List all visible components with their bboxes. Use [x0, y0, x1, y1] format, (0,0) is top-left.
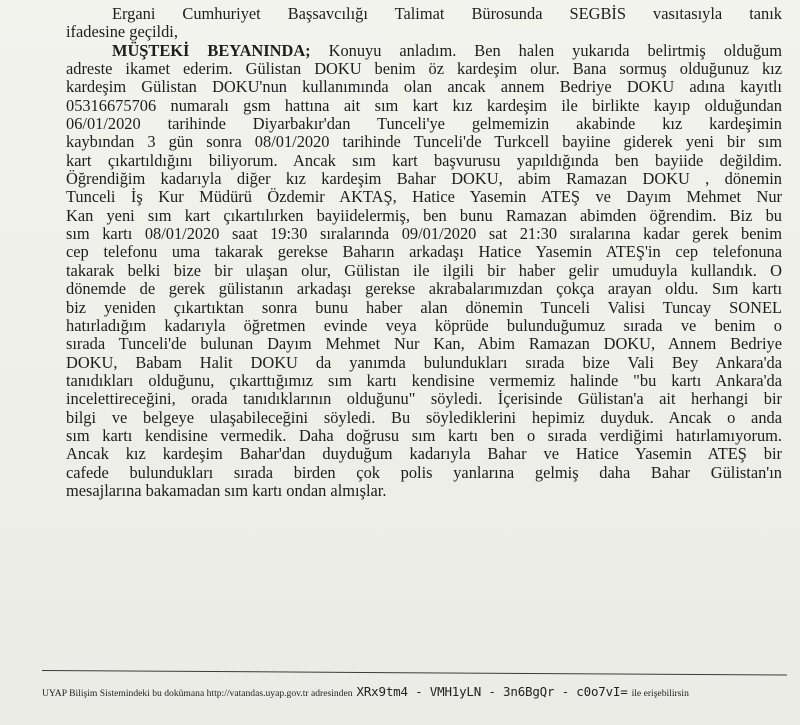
- statement-lead-line: [66, 42, 782, 60]
- statement-lead-text: Konuyu anladım. Ben halen yukarıda belirtmiş olduğum: [310, 40, 783, 60]
- footer-divider: [42, 670, 787, 676]
- text-line: hatırladığım kadarıyla öğretmen evinde veya köprüde bulunduğumuz sırada ve benim o: [66, 315, 782, 335]
- text-line: dönemde de gerek gülistanın arkadaşı gerekse akrabalarımızdan çokça arayan oldu. Sım kartı: [66, 279, 782, 299]
- text-line: Tunceli İş Kur Müdürü Özdemir AKTAŞ, Hatice Yasemin ATEŞ ve Dayım Mehmet Nur: [66, 187, 782, 207]
- text-line: Ancak kız kardeşim Bahar'dan duyduğum kadarıyla Bahar ve Hatice Yasemin ATEŞ bir: [66, 444, 782, 464]
- text-line: cep telefonu uma takarak gerekse Baharın arkadaşı Hatice Yasemin ATEŞ'in cep telefonuna: [66, 242, 782, 262]
- uyap-footer: [42, 683, 787, 701]
- text-line: sım kartı 08/01/2020 saat 19:30 sıralarında 09/01/2020 sat 21:30 sıralarına kadar gerek benim: [66, 224, 782, 244]
- verification-code: XRx9tm4 - VMH1yLN - 3n6BgQr - c0o7vI=: [356, 684, 628, 699]
- text-line: 05316675706 numaralı gsm hattına ait sım kart kız kardeşim ile birlikte kayıp olduğundan: [66, 95, 782, 115]
- statement-text: [66, 5, 782, 500]
- text-line: tanıdıkları olduğunu, çıkarttığımız sım kartı kendisine vermemiz halinde "bu kartı Ankara'da: [66, 370, 782, 390]
- text-line: incelettireceğini, orada tanıdıklarının olduğunu" söyledi. İçerisinde Gülistan'a ait herhangi bir: [66, 389, 782, 409]
- text-line: Ergani Cumhuriyet Başsavcılığı Talimat Bürosunda SEGBİS vasıtasıyla tanık: [112, 4, 782, 23]
- statement-lead-label: MÜŞTEKİ BEYANINDA;: [112, 40, 311, 60]
- footer-suffix: ile erişebilirsin: [631, 688, 689, 699]
- text-line: kaybından 3 gün sonra 08/01/2020 tarihinde Tunceli'de Turkcell bayiine giderek yeni bir sım: [66, 132, 782, 152]
- text-line: sım kartı kendisine vermedik. Daha doğrusu sım kartı ben o sırada verdiğimi hatırlamıyorum.: [66, 425, 782, 445]
- text-line: Kan yeni sım kart çıkartılırken bayiidelermiş, ben bunu Ramazan abimden öğrendim. Biz bu: [66, 205, 782, 225]
- text-line: sırada Tunceli'de bulunan Dayım Mehmet Nur Kan, Abim Ramazan DOKU, Annem Bedriye: [66, 334, 782, 354]
- text-line: 06/01/2020 tarihinde Diyarbakır'dan Tunceli'ye gelmemizin akabinde kız kardeşimin: [66, 114, 782, 134]
- text-line: takarak belki bize bir ulaşan olur, Gülistan ile ilgili bir haber gelir umuduyla kullandık. O: [66, 260, 782, 280]
- text-line: biz yeniden çıkartıktan sonra bunu haber alan dönemin Tunceli Valisi Tuncay SONEL: [66, 297, 782, 317]
- text-line: cafede bulundukları sırada birden çok polis yanlarına gelmiş daha Bahar Gülistan'ın: [66, 462, 782, 482]
- text-line: DOKU, Babam Halit DOKU da yanımda bulundukları sırada bize Vali Bey Ankara'da: [66, 352, 782, 372]
- text-line: kardeşim Gülistan DOKU'nun kullanımında olan ancak annem Bedriye DOKU adına kayıtlı: [66, 77, 782, 97]
- text-line: Öğrendiğim kadarıyla diğer kız kardeşim Bahar DOKU, abim Ramazan DOKU , dönemin: [66, 169, 782, 189]
- text-line: ifadesine geçildi,: [66, 22, 178, 42]
- text-line: bilgi ve belgeye ulaşabileceğini söyledi. Bu söylediklerini hepimiz duyduk. Ancak o anda: [66, 407, 782, 427]
- text-line: adreste ikamet ederim. Gülistan DOKU benim öz kardeşim olur. Bana sormuş olduğunuz kız: [66, 59, 782, 79]
- text-line: mesajlarına bakamadan sım kartı ondan almışlar.: [66, 480, 387, 500]
- text-line: kart çıkartıldığını biliyorum. Ancak sım kart başvurusu yapıldığında ben bayiide değildim.: [66, 150, 782, 170]
- footer-text: UYAP Bilişim Sistemindeki bu dokümana http://vatandas.uyap.gov.tr adresinden: [42, 688, 353, 699]
